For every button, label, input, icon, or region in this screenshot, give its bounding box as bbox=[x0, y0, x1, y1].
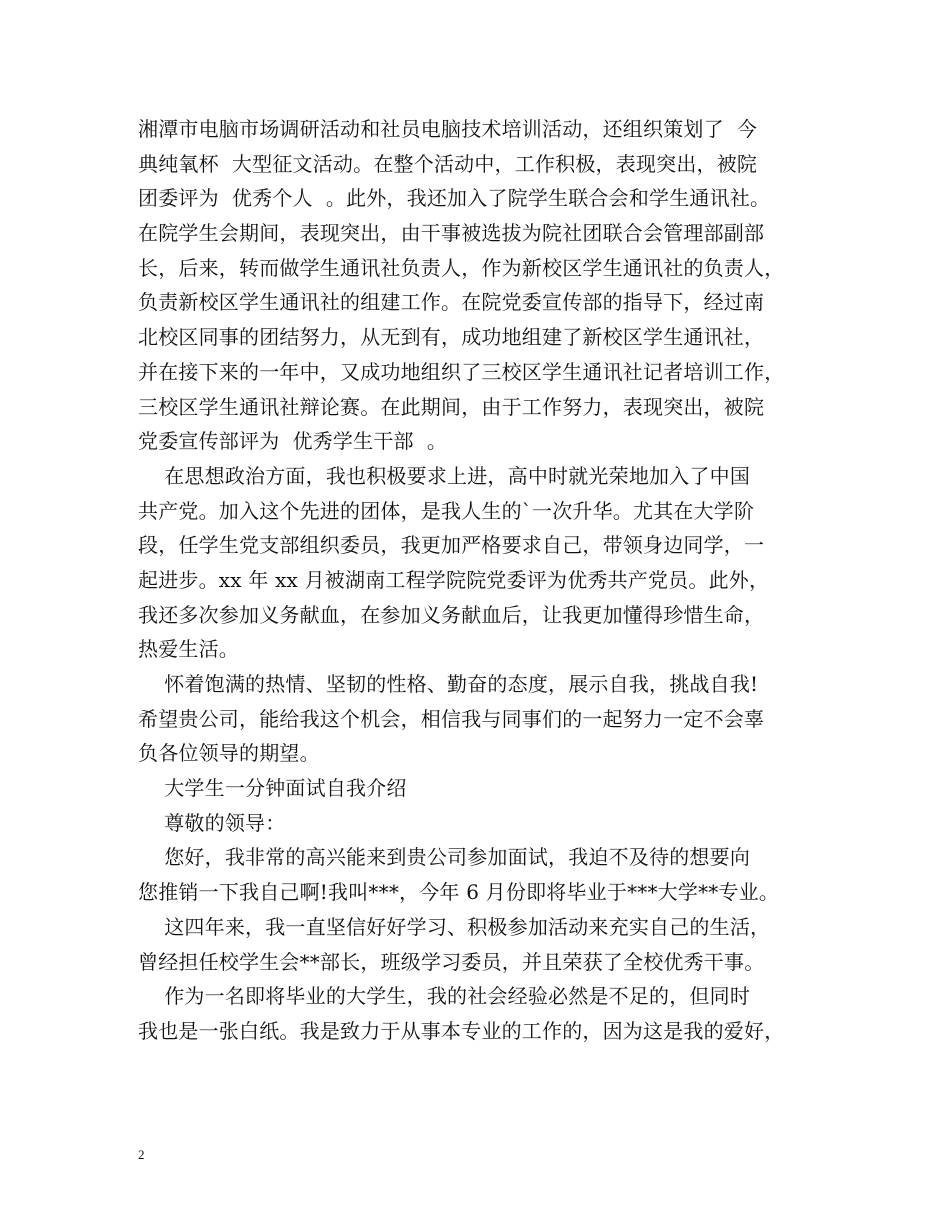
text-line: 起进步。xx 年 xx 月被湖南工程学院院党委评为优秀共产党员。此外， bbox=[138, 567, 770, 592]
text-line: 党委宣传部评为 优秀学生干部 。 bbox=[138, 429, 448, 454]
text-line: 共产党。加入这个先进的团体，是我人生的`一次升华。尤其在大学阶 bbox=[138, 498, 755, 523]
text-line: 您推销一下我自己啊!我叫***，今年 6 月份即将毕业于***大学**专业。 bbox=[138, 880, 780, 905]
text-line: 曾经担任校学生会**部长，班级学习委员，并且荣获了全校优秀干事。 bbox=[138, 949, 765, 974]
text-line: 您好，我非常的高兴能来到贵公司参加面试，我迫不及待的想要向 bbox=[138, 845, 751, 870]
text-line: 我还多次参加义务献血，在参加义务献血后，让我更加懂得珍惜生命， bbox=[138, 602, 765, 627]
text-line: 三校区学生通讯社辩论赛。在此期间，由于工作努力，表现突出，被院 bbox=[138, 394, 765, 419]
text-line: 湘潭市电脑市场调研活动和社员电脑技术培训活动，还组织策划了 今 bbox=[138, 117, 758, 141]
text-line: 典纯氧杯 大型征文活动。在整个活动中，工作积极，表现突出，被院 bbox=[138, 151, 758, 176]
body-text bbox=[138, 112, 818, 1049]
page-number: 2 bbox=[138, 1147, 145, 1162]
text-line: 团委评为 优秀个人 。此外，我还加入了院学生联合会和学生通讯社。 bbox=[138, 186, 771, 211]
text-line: 这四年来，我一直坚信好好学习、积极参加活动来充实自己的生活， bbox=[138, 914, 771, 939]
text-line: 负各位领导的期望。 bbox=[138, 741, 320, 766]
text-line: 负责新校区学生通讯社的组建工作。在院党委宣传部的指导下，经过南 bbox=[138, 290, 765, 315]
section-title: 大学生一分钟面试自我介绍 bbox=[138, 776, 407, 801]
text-line: 北校区同事的团结努力，从无到有，成功地组建了新校区学生通讯社， bbox=[138, 325, 765, 350]
text-line: 长，后来，转而做学生通讯社负责人，作为新校区学生通讯社的负责人， bbox=[138, 255, 785, 280]
text-line: 作为一名即将毕业的大学生，我的社会经验必然是不足的，但同时 bbox=[138, 984, 751, 1009]
text-line: 我也是一张白纸。我是致力于从事本专业的工作的，因为这是我的爱好， bbox=[138, 1018, 785, 1043]
text-line: 段，任学生党支部组织委员，我更加严格要求自己，带领身边同学，一 bbox=[138, 533, 765, 558]
text-line: 在思想政治方面，我也积极要求上进，高中时就光荣地加入了中国 bbox=[138, 463, 751, 488]
text-line: 怀着饱满的热情、坚韧的性格、勤奋的态度，展示自我，挑战自我! bbox=[138, 672, 759, 696]
text-line: 热爱生活。 bbox=[138, 637, 239, 662]
text-line: 在院学生会期间，表现突出，由干事被选拔为院社团联合会管理部副部 bbox=[138, 221, 765, 246]
salutation: 尊敬的领导： bbox=[138, 810, 286, 835]
text-line: 希望贵公司，能给我这个机会，相信我与同事们的一起努力一定不会辜 bbox=[138, 706, 765, 731]
text-line: 并在接下来的一年中，又成功地组织了三校区学生通讯社记者培训工作， bbox=[138, 359, 785, 384]
